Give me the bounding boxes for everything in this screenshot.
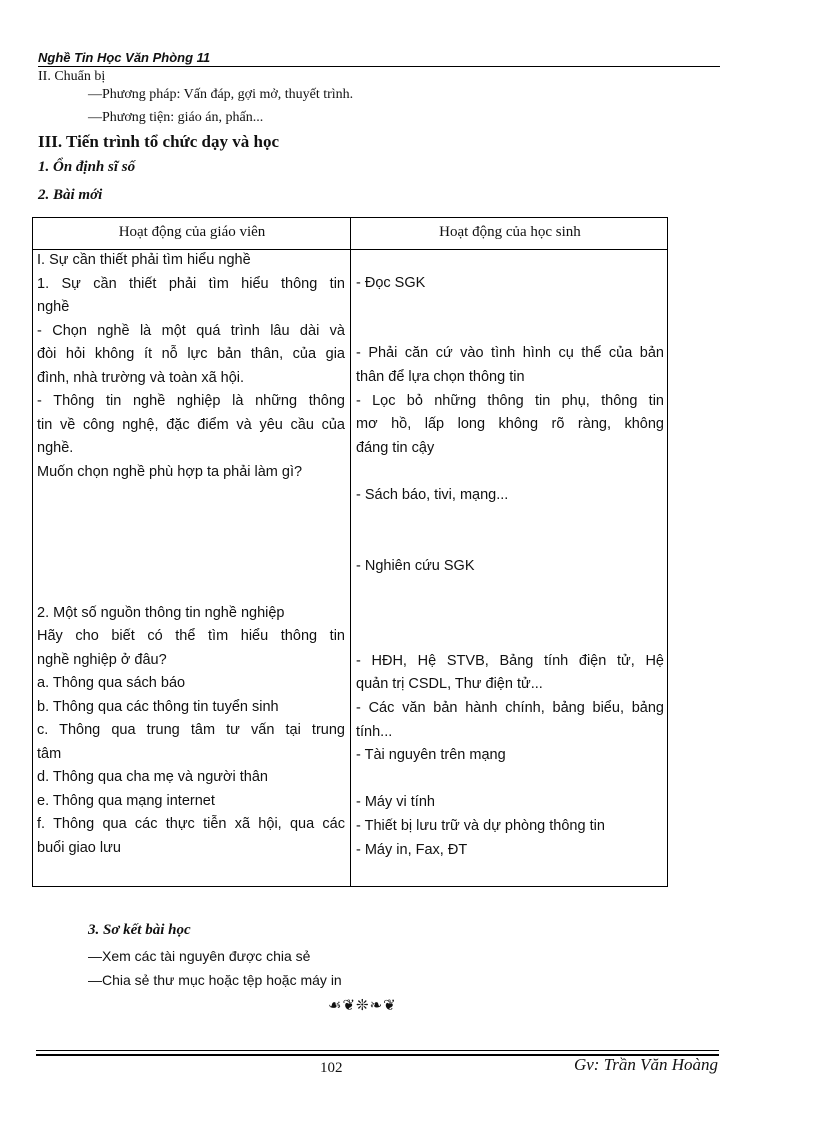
teacher-line: a. Thông qua sách báo <box>37 675 186 691</box>
summary-line: —Chia sẻ thư mục hoặc tệp hoặc máy in <box>88 972 342 988</box>
summary-line: —Xem các tài nguyên được chia sẻ <box>88 948 311 964</box>
teacher-line: Hãy cho biết có thể tìm hiểu thông tin <box>37 628 345 644</box>
teacher-line: I. Sự cần thiết phải tìm hiểu nghề <box>37 252 251 268</box>
student-line: - Tài nguyên trên mạng <box>356 747 506 763</box>
preparation-heading: II. Chuẩn bị <box>38 69 106 84</box>
summary-heading: 3. Sơ kết bài học <box>88 922 191 938</box>
teacher-line: d. Thông qua cha mẹ và người thân <box>37 769 268 785</box>
process-heading: III. Tiến trình tổ chức dạy và học <box>38 132 279 151</box>
step-2-heading: 2. Bài mới <box>38 187 103 203</box>
teacher-line: Muốn chọn nghề phù hợp ta phải làm gì? <box>37 463 303 480</box>
header-rule <box>38 66 720 67</box>
teacher-line <box>37 484 345 508</box>
header-title: Nghề Tin Học Văn Phòng 11 <box>38 50 211 65</box>
teacher-line: 2. Một số nguồn thông tin nghề nghiệp <box>37 604 285 621</box>
teacher-line: 1. Sự cần thiết phải tìm hiểu thông tin <box>37 275 345 292</box>
teacher-line <box>37 531 345 555</box>
teacher-line: tâm <box>37 745 62 762</box>
teacher-activities <box>37 249 345 860</box>
teacher-line: - Chọn nghề là một quá trình lâu dài và <box>37 322 345 339</box>
student-line: - Nghiên cứu SGK <box>356 558 475 574</box>
teacher-line: đòi hỏi không ít nỗ lực bản thân, của gia <box>37 346 345 362</box>
student-line: - HĐH, Hệ STVB, Bảng tính điện tử, Hệ <box>356 653 664 669</box>
teacher-column-header: Hoạt động của giáo viên <box>118 224 266 240</box>
student-line: mơ hồ, lấp long không rõ ràng, không <box>356 416 664 432</box>
preparation-tools: —Phương tiện: giáo án, phấn... <box>88 110 264 125</box>
teacher-line <box>37 555 345 579</box>
student-line: tính... <box>356 724 393 740</box>
ornament-divider: ☙❦❊❧❦ <box>328 998 397 1014</box>
column-divider <box>350 218 351 886</box>
teacher-line <box>37 508 345 532</box>
teacher-line: e. Thông qua mạng internet <box>37 792 215 809</box>
student-line: - Máy vi tính <box>356 794 435 810</box>
teacher-line: buổi giao lưu <box>37 839 121 856</box>
student-line: - Đọc SGK <box>356 275 426 291</box>
teacher-line: nghề <box>37 299 70 315</box>
student-line: đáng tin cậy <box>356 440 435 456</box>
student-column-header: Hoạt động của học sinh <box>439 224 581 240</box>
student-line: - Lọc bỏ những thông tin phụ, thông tin <box>356 393 664 409</box>
page-number: 102 <box>320 1060 343 1076</box>
teacher-line: nghề nghiệp ở đâu? <box>37 651 167 668</box>
teacher-line: f. Thông qua các thực tiễn xã hội, qua các <box>37 816 345 832</box>
footer-rule <box>36 1050 719 1051</box>
student-line: - Phải căn cứ vào tình hình cụ thể của bản <box>356 345 664 361</box>
teacher-line: b. Thông qua các thông tin tuyển sinh <box>37 698 279 715</box>
teacher-line: nghề. <box>37 440 74 456</box>
student-line: thân để lựa chọn thông tin <box>356 369 525 385</box>
preparation-method: —Phương pháp: Vấn đáp, gợi mở, thuyết trình. <box>88 87 354 102</box>
teacher-line: tin về công nghệ, đặc điểm và yêu cầu của <box>37 416 345 433</box>
author-signature: Gv: Trần Văn Hoàng <box>573 1055 718 1074</box>
student-line: - Máy in, Fax, ĐT <box>356 842 468 858</box>
student-line: - Các văn bản hành chính, bảng biểu, bảng <box>356 700 664 716</box>
student-line: - Thiết bị lưu trữ và dự phòng thông tin <box>356 818 605 834</box>
teacher-line: - Thông tin nghề nghiệp là những thông <box>37 393 345 409</box>
teacher-line: đình, nhà trường và toàn xã hội. <box>37 369 245 386</box>
step-1-heading: 1. Ổn định sĩ số <box>38 159 136 175</box>
lesson-table <box>32 217 668 887</box>
teacher-line: c. Thông qua trung tâm tư vấn tại trung <box>37 722 345 738</box>
student-line: - Sách báo, tivi, mạng... <box>356 487 509 503</box>
teacher-line <box>37 578 345 602</box>
student-line: quản trị CSDL, Thư điện tử... <box>356 676 543 692</box>
